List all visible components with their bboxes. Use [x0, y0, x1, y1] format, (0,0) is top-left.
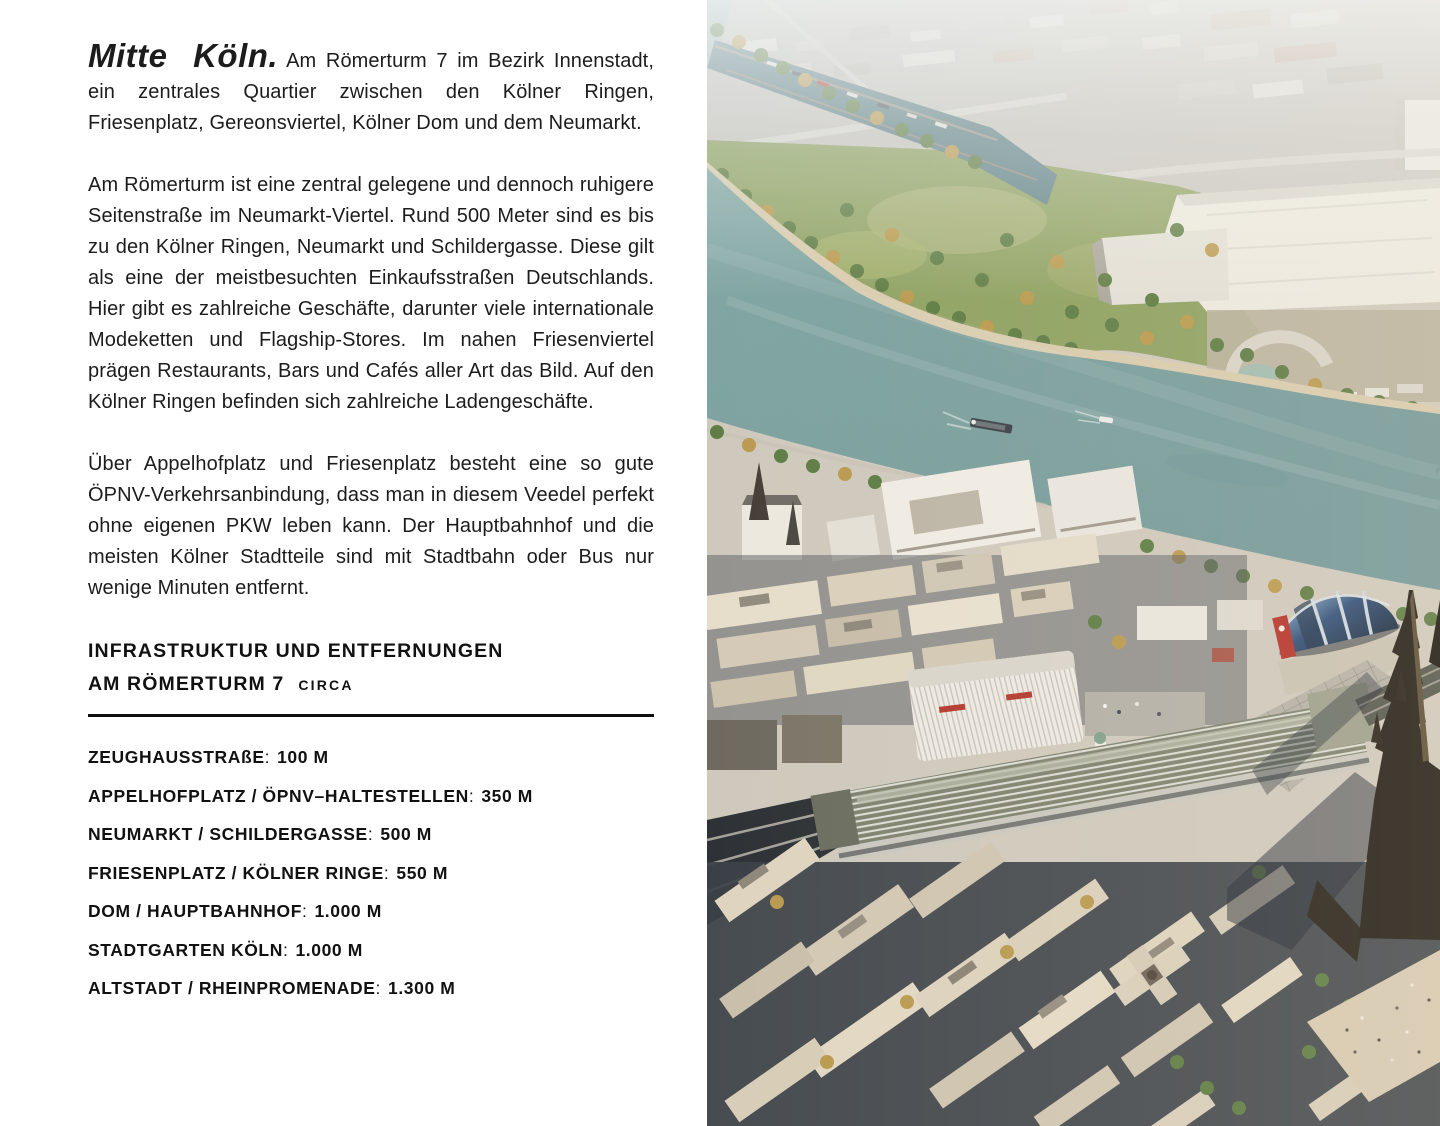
- distance-value: 500 M: [380, 824, 432, 844]
- list-item: [88, 787, 654, 805]
- list-item: [88, 825, 654, 843]
- intro-text: Am Römerturm 7 im Bezirk Innenstadt, ein zentrales Quartier zwischen den Kölner Ringen, Friesenplatz, Gereonsviertel, Kölner Dom und dem Neumarkt.: [88, 50, 654, 134]
- distance-list: [88, 748, 654, 997]
- infrastructure-heading-line1: INFRASTRUKTUR UND ENTFERNUNGEN: [88, 640, 504, 662]
- distance-value: 550 M: [396, 862, 448, 883]
- list-item: [88, 748, 654, 766]
- distance-label: DOM / HAUPTBAHNHOF: [88, 901, 302, 921]
- distance-value: 350 M: [481, 785, 533, 806]
- list-item: [88, 941, 654, 959]
- distance-value: 100 M: [277, 747, 329, 767]
- body-paragraph-location: Am Römerturm ist eine zentral gelegene und dennoch ruhigere Seitenstraße im Neumarkt-Viertel. Rund 500 Meter sind es bis zu den Kölner Ringen, Neumarkt und Schildergasse. Diese gilt als eine der meistbesuchten Einkaufsstraßen Deutschlands. Hier gibt es zahlreiche Geschäfte, darunter viele internationale Modeketten und Flagship-Stores. Im nahen Friesenviertel prägen Restaurants, Bars und Cafés aller Art das Bild. Auf den Kölner Ringen befinden sich zahlreiche Ladengeschäfte.: [88, 174, 654, 413]
- infrastructure-heading: [88, 635, 654, 702]
- separator: :: [367, 824, 374, 844]
- distance-value: 1.000 M: [295, 939, 363, 960]
- distance-label: FRIESENPLATZ / KÖLNER RINGE: [88, 862, 384, 883]
- separator: :: [264, 747, 271, 767]
- list-item: [88, 864, 654, 882]
- distance-value: 1.300 M: [388, 978, 456, 998]
- distance-value: 1.000 M: [314, 901, 382, 921]
- separator: :: [383, 862, 390, 883]
- distance-label: NEUMARKT / SCHILDERGASSE: [88, 824, 368, 844]
- heading-divider: [88, 714, 654, 717]
- list-item: [88, 902, 654, 920]
- list-item: [88, 979, 654, 997]
- sunlight-overlay: [707, 0, 1440, 1126]
- intro-paragraph: [88, 37, 654, 139]
- separator: :: [282, 939, 289, 960]
- separator: :: [468, 785, 475, 806]
- page-title: Mitte Köln.: [88, 37, 279, 74]
- separator: :: [301, 901, 308, 921]
- infrastructure-heading-line2: AM RÖMERTURM 7: [88, 673, 285, 695]
- separator: :: [375, 978, 382, 998]
- text-column: [88, 37, 654, 1018]
- body-paragraph-transport: Über Appelhofplatz und Friesenplatz besteht eine so gute ÖPNV-Verkehrsanbindung, dass man in diesem Veedel perfekt ohne eigenen PKW leben kann. Der Hauptbahnhof und die meisten Kölner Stadtteile sind mit Stadtbahn oder Bus nur wenige Minuten entfernt.: [88, 453, 654, 599]
- distance-label: ALTSTADT / RHEINPROMENADE: [88, 978, 376, 998]
- distance-label: STADTGARTEN KÖLN: [88, 939, 283, 960]
- circa-label: CIRCA: [298, 677, 354, 693]
- distance-label: ZEUGHAUSSTRAßE: [88, 747, 265, 767]
- aerial-photo: [707, 0, 1440, 1126]
- distance-label: APPELHOFPLATZ / ÖPNV–HALTESTELLEN: [88, 785, 469, 806]
